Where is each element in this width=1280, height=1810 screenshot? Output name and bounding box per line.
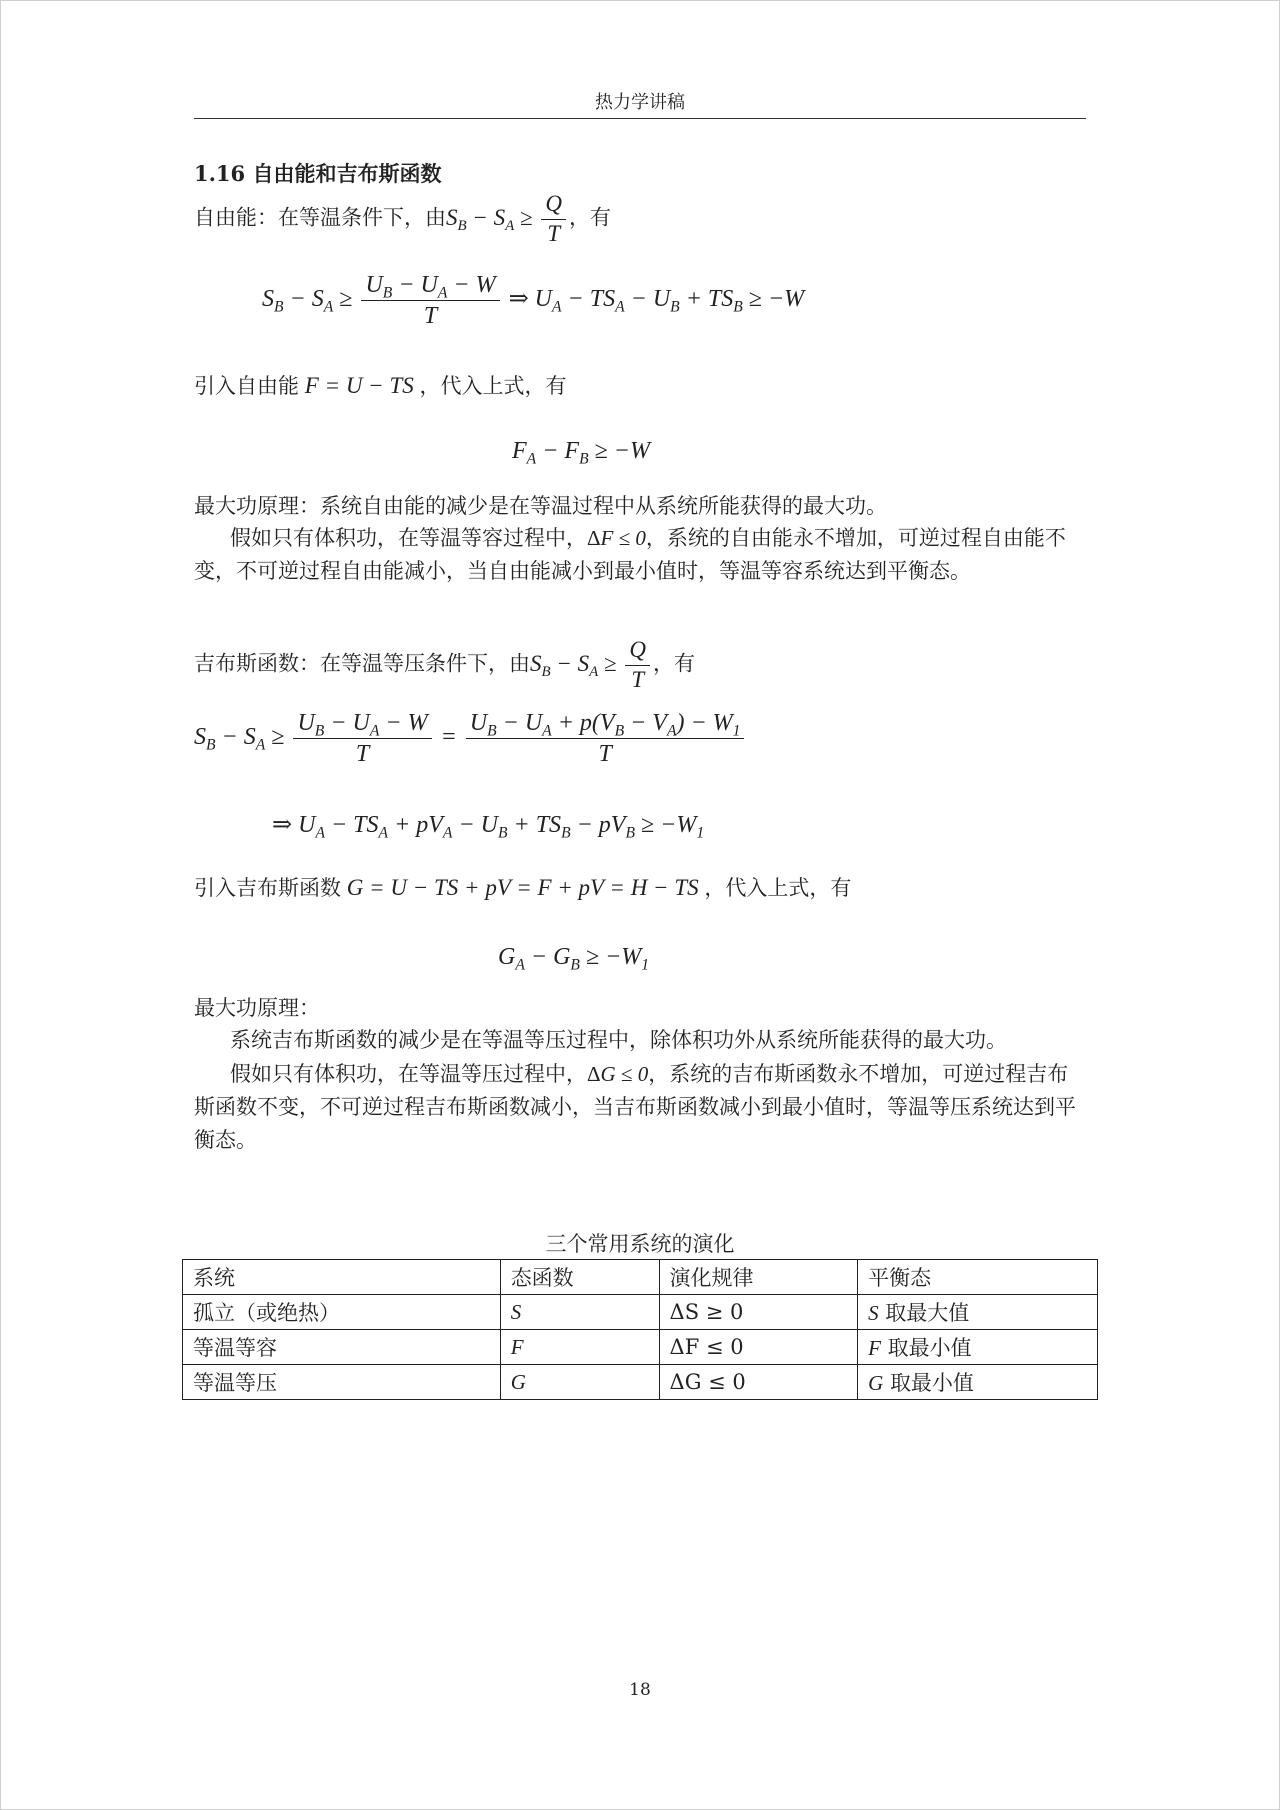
system-cell: 等温等容 (183, 1330, 501, 1365)
equilibrium-variable: S (868, 1301, 879, 1325)
evolution-rule-cell: ΔF ≤ 0 (659, 1330, 858, 1365)
table-row (183, 1365, 1098, 1400)
free-energy-intro-text: 自由能：在等温条件下，由 (194, 205, 446, 230)
delta-f-inequality: ΔF ≤ 0 (587, 526, 646, 550)
gibbs-formula: G = U − TS + pV = F + pV = H − TS (341, 875, 705, 900)
state-function-cell: G (500, 1365, 659, 1400)
table-row (183, 1330, 1098, 1365)
free-energy-principle: 最大功原理：系统自由能的减少是在等温过程中从系统所能获得的最大功。 (194, 494, 887, 518)
free-energy-paragraph (194, 522, 1086, 588)
running-header: 热力学讲稿 (595, 92, 685, 113)
state-function-cell: S (500, 1295, 659, 1330)
gibbs-paragraph (194, 1058, 1086, 1157)
table-header-cell: 平衡态 (858, 1260, 1098, 1295)
gibbs-para-end: ，系统的吉布斯函数永不增加，可逆过程吉布斯函数不变，不可逆过程吉布斯函数减小，当吉布斯函数减小到最小值时，等温等压系统达到平衡态。 (194, 1062, 1076, 1152)
table-header-cell: 系统 (183, 1260, 501, 1295)
entropy-inequality-inline: $S_B - S_A$ ≥ $\frac{Q}{T}$ (446, 205, 569, 230)
gibbs-principle-label: 最大功原理： (194, 996, 320, 1020)
gibbs-principle: 系统吉布斯函数的减少是在等温等压过程中，除体积功外从系统所能获得的最大功。 (230, 1028, 1007, 1052)
gibbs-introduce-prefix: 引入吉布斯函数 (194, 876, 341, 900)
equilibrium-cell (858, 1330, 1098, 1365)
header-rule (194, 118, 1086, 119)
free-energy-intro-end: ，有 (569, 205, 612, 230)
free-energy-para-start: 假如只有体积功，在等温等容过程中， (230, 526, 587, 550)
free-energy-definition (194, 370, 567, 402)
gibbs-introduce-suffix: ，代入上式，有 (704, 876, 852, 900)
system-cell: 孤立（或绝热） (183, 1295, 501, 1330)
gibbs-intro-text: 吉布斯函数：在等温等压条件下，由 (194, 651, 530, 676)
equilibrium-text: 取最小值 (887, 1336, 972, 1360)
equilibrium-text: 取最大值 (885, 1301, 970, 1325)
equilibrium-variable: G (868, 1371, 884, 1395)
page-number: 18 (629, 1680, 651, 1700)
free-energy-result: $F_A - F_B \ge -W$ (512, 438, 650, 468)
free-energy-inequality: $S_B - S_A$ ≥ $\frac{U_B - U_A - W}{T}$ ⇒ $U_A - TS_A - U_B + TS_B \ge -W$ (262, 272, 805, 329)
gibbs-intro (194, 636, 695, 695)
gibbs-entropy-inequality-inline: $S_B - S_A$ ≥ $\frac{Q}{T}$ (530, 651, 653, 676)
system-cell: 等温等压 (183, 1365, 501, 1400)
equilibrium-text: 取最小值 (889, 1371, 974, 1395)
gibbs-implication: ⇒ $U_A - TS_A + pV_A - U_B + TS_B - pV_B \ge -W_1$ (272, 812, 705, 842)
evolution-rule-cell: ΔS ≥ 0 (659, 1295, 858, 1330)
free-energy-para-end: ，系统的自由能永不增加，可逆过程自由能不变，不可逆过程自由能减小，当自由能减小到最小值时，等温等容系统达到平衡态。 (194, 526, 1066, 583)
table-header-cell: 演化规律 (659, 1260, 858, 1295)
equilibrium-cell (858, 1365, 1098, 1400)
gibbs-result: $G_A - G_B \ge -W_1$ (498, 944, 650, 974)
table-header-row (183, 1260, 1098, 1295)
gibbs-para-start: 假如只有体积功，在等温等压过程中， (230, 1062, 587, 1086)
equilibrium-variable: F (868, 1336, 881, 1360)
table-header-cell: 态函数 (500, 1260, 659, 1295)
table-title: 三个常用系统的演化 (545, 1232, 735, 1256)
gibbs-intro-end: ，有 (653, 651, 696, 676)
free-energy-formula: F = U − TS (299, 373, 420, 398)
section-title: 1.16 自由能和吉布斯函数 (194, 161, 442, 186)
gibbs-inequality: $S_B - S_A$ ≥ $\frac{U_B - U_A - W}{T}$ = $\frac{U_B - U_A + p(V_B - V_A) - W_1}{T}$ (194, 708, 747, 769)
free-energy-introduce-suffix: ，代入上式，有 (419, 374, 567, 398)
evolution-table (182, 1259, 1098, 1400)
state-function-cell: F (500, 1330, 659, 1365)
table-row (183, 1295, 1098, 1330)
evolution-rule-cell: ΔG ≤ 0 (659, 1365, 858, 1400)
gibbs-definition (194, 872, 851, 904)
free-energy-introduce-prefix: 引入自由能 (194, 374, 299, 398)
free-energy-intro (194, 190, 611, 249)
equilibrium-cell (858, 1295, 1098, 1330)
delta-g-inequality: ΔG ≤ 0 (587, 1062, 649, 1086)
